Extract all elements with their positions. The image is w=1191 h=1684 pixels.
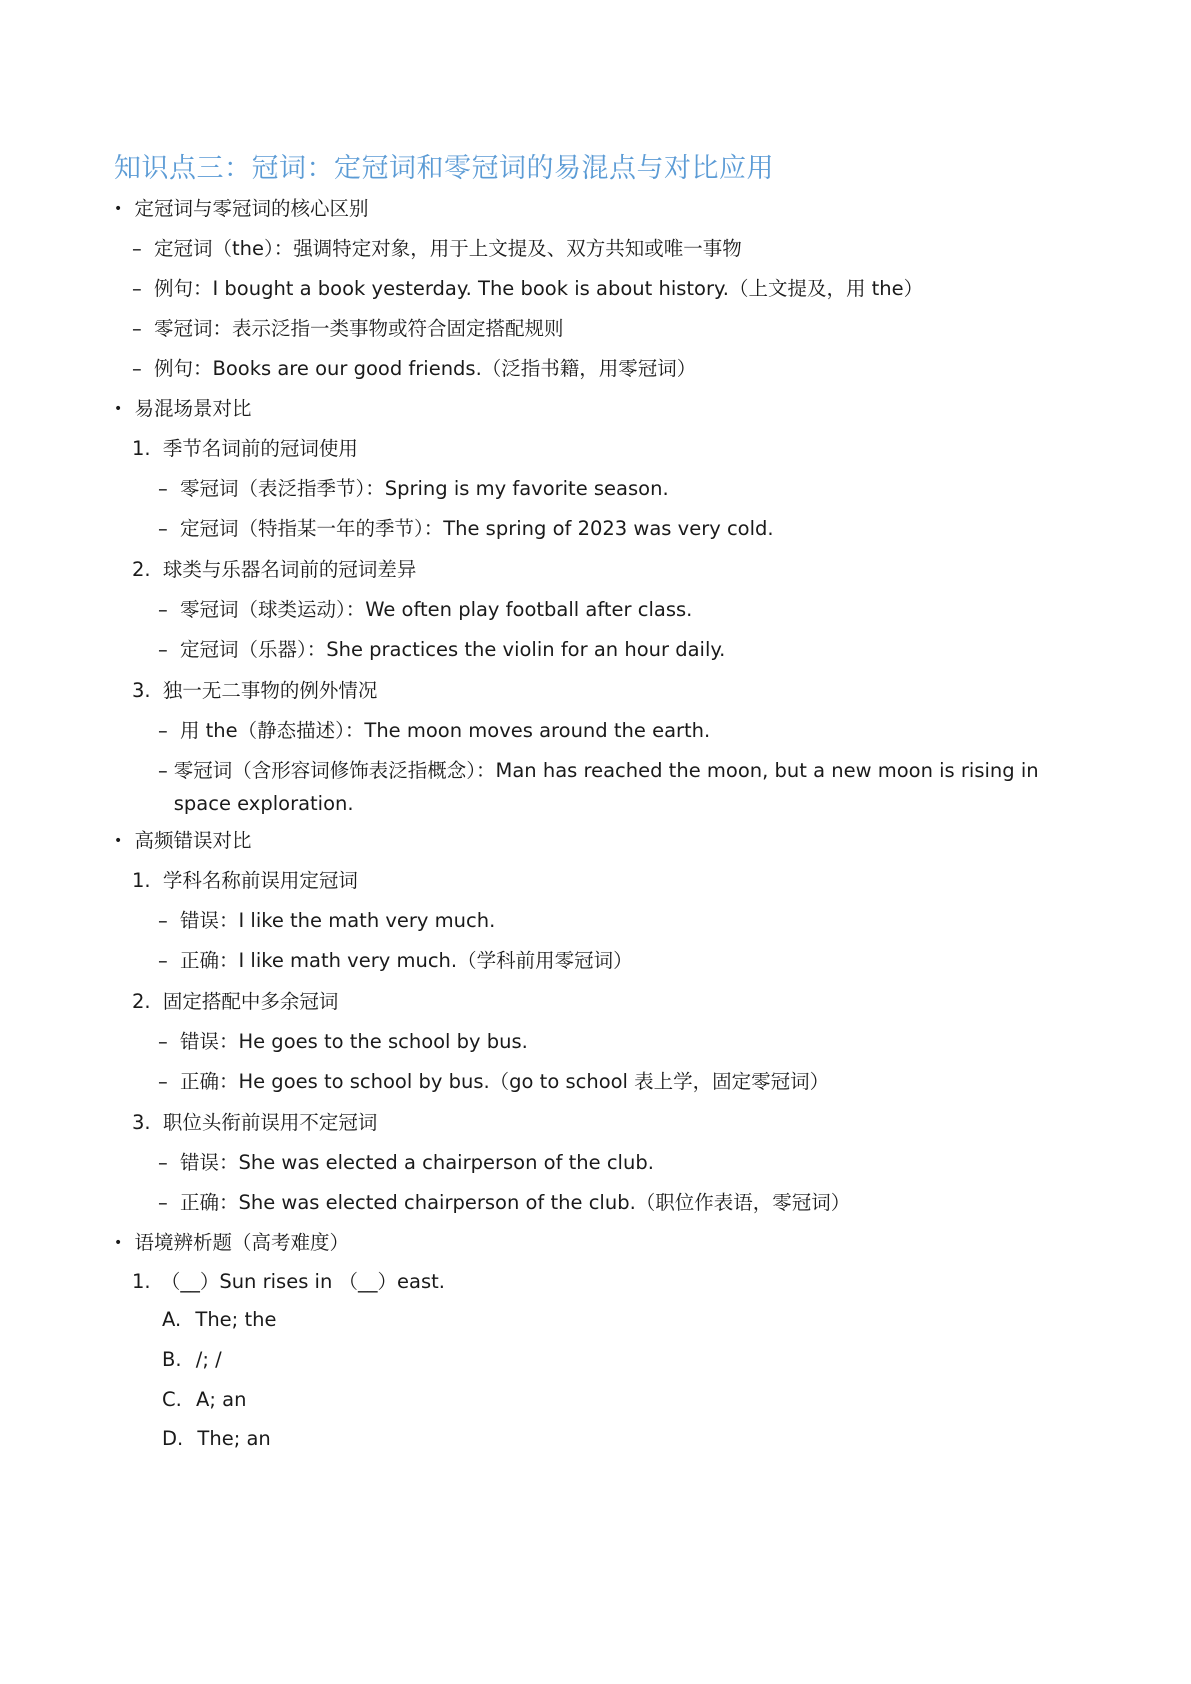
answer-option bbox=[162, 1383, 246, 1416]
subheading-text: 球类与乐器名词前的冠词差异 bbox=[162, 558, 417, 581]
list-item-text: 错误：I like the math very much. bbox=[179, 909, 496, 932]
list-item-text: 定冠词（乐器）：She practices the violin for an hour daily. bbox=[179, 638, 726, 661]
question-number: 1. bbox=[132, 1270, 151, 1293]
bullet-marker: • bbox=[114, 201, 123, 217]
dash-marker: – bbox=[132, 317, 142, 340]
dash-marker: – bbox=[158, 517, 168, 540]
section-heading-common-errors bbox=[114, 824, 251, 858]
section-heading-context-questions bbox=[114, 1226, 349, 1260]
section-heading-text: 定冠词与零冠词的核心区别 bbox=[134, 197, 369, 220]
list-number: 2. bbox=[132, 558, 151, 581]
numbered-subheading bbox=[132, 553, 416, 586]
list-item bbox=[158, 472, 669, 505]
section-heading-confusing-scenarios bbox=[114, 392, 251, 426]
section-heading-text: 易混场景对比 bbox=[134, 397, 252, 420]
question-text: （__）Sun rises in （__）east. bbox=[160, 1270, 445, 1293]
dash-marker: – bbox=[158, 909, 168, 932]
page-title: 知识点三：冠词：定冠词和零冠词的易混点与对比应用 bbox=[114, 153, 774, 184]
option-letter: A. bbox=[162, 1308, 182, 1331]
subheading-text: 季节名词前的冠词使用 bbox=[162, 437, 358, 460]
list-item bbox=[132, 272, 923, 305]
dash-marker: – bbox=[158, 1070, 168, 1093]
list-item bbox=[158, 1186, 850, 1219]
option-letter: B. bbox=[162, 1348, 182, 1371]
question bbox=[132, 1265, 445, 1298]
list-item-text: 零冠词：表示泛指一类事物或符合固定搭配规则 bbox=[153, 317, 564, 340]
list-item-text: 用 the（静态描述）：The moon moves around the earth. bbox=[179, 719, 711, 742]
numbered-subheading bbox=[132, 864, 358, 897]
dash-marker: – bbox=[158, 1151, 168, 1174]
option-letter: D. bbox=[162, 1427, 184, 1450]
list-item-text: 例句：I bought a book yesterday. The book is about history.（上文提及，用 the） bbox=[153, 277, 924, 300]
list-item-text: 定冠词（特指某一年的季节）：The spring of 2023 was very cold. bbox=[179, 517, 774, 540]
answer-option bbox=[162, 1422, 271, 1455]
list-item bbox=[158, 593, 692, 626]
answer-option bbox=[162, 1343, 222, 1376]
option-text: A; an bbox=[196, 1388, 247, 1411]
list-item bbox=[158, 754, 1058, 820]
list-item-text: 零冠词（表泛指季节）：Spring is my favorite season. bbox=[179, 477, 669, 500]
section-heading-core-difference bbox=[114, 192, 368, 226]
list-item bbox=[158, 633, 725, 666]
list-item bbox=[158, 1025, 528, 1058]
list-item-text: 定冠词（the）：强调特定对象，用于上文提及、双方共知或唯一事物 bbox=[153, 237, 742, 260]
dash-marker: – bbox=[132, 237, 142, 260]
numbered-subheading bbox=[132, 432, 358, 465]
dash-marker: – bbox=[158, 477, 168, 500]
list-number: 3. bbox=[132, 679, 151, 702]
dash-marker: – bbox=[132, 277, 142, 300]
bullet-marker: • bbox=[114, 833, 123, 849]
subheading-text: 职位头衔前误用不定冠词 bbox=[162, 1111, 378, 1134]
list-item bbox=[158, 904, 495, 937]
list-number: 1. bbox=[132, 437, 151, 460]
list-item bbox=[132, 232, 742, 265]
subheading-text: 学科名称前误用定冠词 bbox=[162, 869, 358, 892]
dash-marker: – bbox=[158, 598, 168, 621]
list-item-text: 零冠词（含形容词修饰表泛指概念）：Man has reached the moon, but a new moon is rising in space exploration. bbox=[173, 759, 1039, 815]
list-item bbox=[158, 944, 633, 977]
list-item-text: 正确：I like math very much.（学科前用零冠词） bbox=[179, 949, 633, 972]
list-number: 1. bbox=[132, 869, 151, 892]
answer-option bbox=[162, 1303, 276, 1336]
option-text: The; the bbox=[195, 1308, 277, 1331]
list-item-text: 正确：He goes to school by bus.（go to school 表上学，固定零冠词） bbox=[179, 1070, 830, 1093]
list-item-text: 错误：She was elected a chairperson of the club. bbox=[179, 1151, 654, 1174]
list-item bbox=[132, 352, 696, 385]
numbered-subheading bbox=[132, 1106, 377, 1139]
dash-marker: – bbox=[158, 719, 168, 742]
numbered-subheading bbox=[132, 985, 338, 1018]
list-item bbox=[158, 714, 710, 747]
dash-marker: – bbox=[158, 759, 168, 782]
list-item bbox=[158, 512, 774, 545]
bullet-marker: • bbox=[114, 1235, 123, 1251]
list-number: 3. bbox=[132, 1111, 151, 1134]
dash-marker: – bbox=[158, 1030, 168, 1053]
list-item-text: 错误：He goes to the school by bus. bbox=[179, 1030, 528, 1053]
option-text: The; an bbox=[197, 1427, 271, 1450]
option-text: /; / bbox=[195, 1348, 222, 1371]
dash-marker: – bbox=[158, 949, 168, 972]
section-heading-text: 语境辨析题（高考难度） bbox=[134, 1231, 349, 1254]
list-item bbox=[132, 312, 563, 345]
list-item-text: 正确：She was elected chairperson of the club.（职位作表语，零冠词） bbox=[179, 1191, 851, 1214]
option-letter: C. bbox=[162, 1388, 182, 1411]
dash-marker: – bbox=[158, 638, 168, 661]
section-heading-text: 高频错误对比 bbox=[134, 829, 252, 852]
subheading-text: 独一无二事物的例外情况 bbox=[162, 679, 378, 702]
list-item-text: 零冠词（球类运动）：We often play football after class. bbox=[179, 598, 693, 621]
bullet-marker: • bbox=[114, 401, 123, 417]
numbered-subheading bbox=[132, 674, 377, 707]
dash-marker: – bbox=[132, 357, 142, 380]
subheading-text: 固定搭配中多余冠词 bbox=[162, 990, 339, 1013]
list-item bbox=[158, 1146, 654, 1179]
list-item-text: 例句：Books are our good friends.（泛指书籍，用零冠词） bbox=[153, 357, 697, 380]
list-number: 2. bbox=[132, 990, 151, 1013]
list-item bbox=[158, 1065, 829, 1098]
dash-marker: – bbox=[158, 1191, 168, 1214]
